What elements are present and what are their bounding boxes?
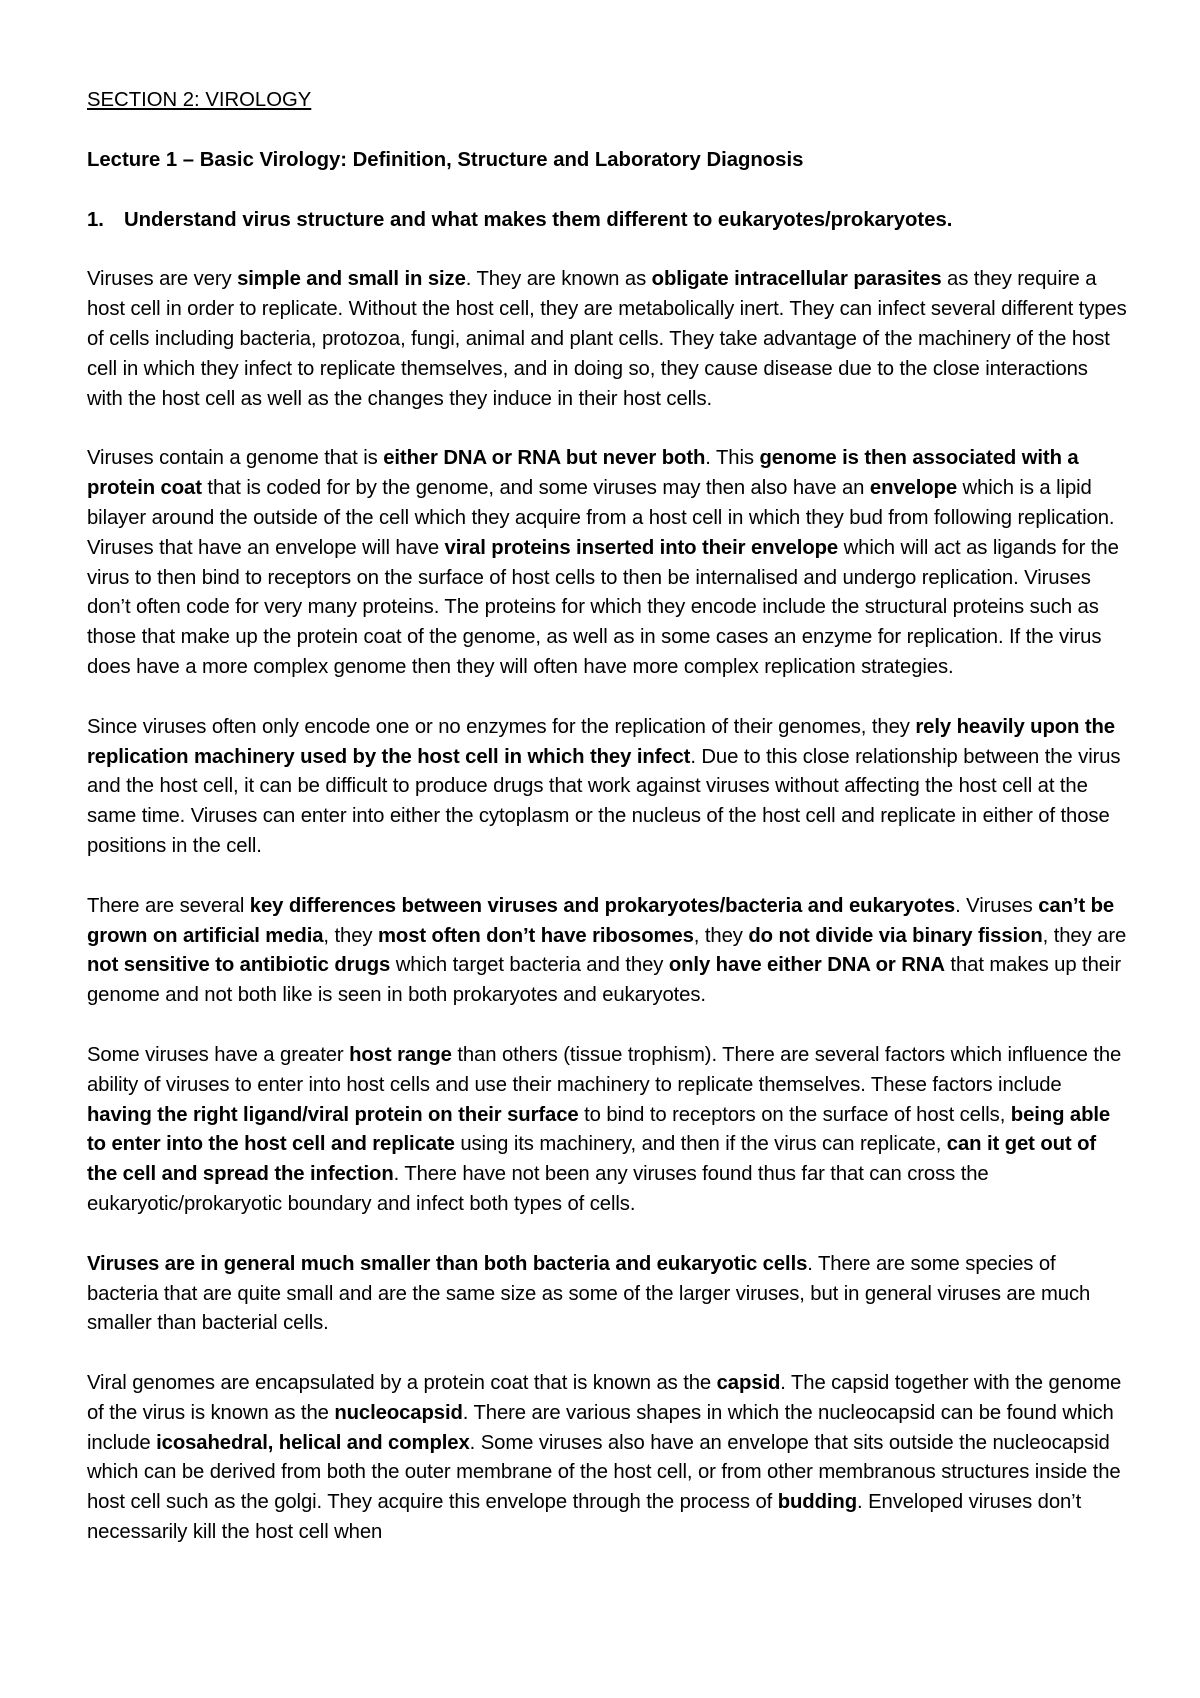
section-heading: SECTION 2: VIROLOGY [87,89,312,111]
bold-text-run: key differences between viruses and prokaryotes/bacteria and eukaryotes [249,894,956,917]
text-run: . Due to this close relationship between the virus and the host cell, it can be difficult to produce drugs that work against viruses without affecting the host cell at the same time. Viruses can enter into either the cytoplasm or the nucleus of the host cell and replicate in either of those positions in the cell. [87,745,1121,857]
lecture-heading: Lecture 1 – Basic Virology: Definition, Structure and Laboratory Diagnosis [87,148,804,171]
objective-text: Understand virus structure and what makes them different to eukaryotes/prokaryotes. [124,208,953,231]
bold-text-run: either DNA or RNA but never both [383,447,706,470]
body-paragraph [87,1250,1127,1339]
text-run: as they require a host cell in order to replicate. Without the host cell, they are metabolically inert. They can infect several different types of cells including bacteria, protozoa, fungi, animal and plant cells. They take advantage of the machinery of the host cell in which they infect to replicate themselves, and in doing so, they cause disease due to the close interactions with the host cell as well as the changes they induce in their host cells. [87,268,1127,410]
bold-text-run: simple and small in size [237,268,466,291]
text-run: which will act as ligands for the virus to then bind to receptors on the surface of host cells to then be internalised and undergo replication. Viruses don’t often code for very many proteins. The proteins for which they encode include the structural proteins such as those that make up the protein coat of the genome, as well as in some cases an enzyme for replication. If the virus does have a more complex genome then they will often have more complex replication strategies. [87,536,1119,678]
text-run: which target bacteria and they [390,954,669,977]
bold-text-run: host range [349,1043,452,1066]
text-run: . This [705,447,760,470]
bold-text-run: do not divide via binary fission [748,924,1043,947]
text-run: Viral genomes are encapsulated by a protein coat that is known as the [87,1372,717,1395]
body-paragraph [87,892,1127,1011]
bold-text-run: Viruses are in general much smaller than both bacteria and eukaryotic cells [87,1252,808,1275]
text-run: Some viruses have a greater [87,1043,350,1066]
text-run: , they are [1042,924,1127,947]
bold-text-run: only have either DNA or RNA [668,954,945,977]
bold-text-run: budding [777,1491,858,1514]
text-run: . There have not been any viruses found thus far that can cross the eukaryotic/prokaryotic boundary and infect both types of cells. [87,1163,989,1215]
text-run: , they [323,924,378,947]
bold-text-run: obligate intracellular parasites [651,268,942,291]
bold-text-run: being able to enter into the host cell and replicate [87,1103,1111,1156]
bold-text-run: capsid [716,1372,781,1395]
bold-text-run: genome is then associated with a protein coat [87,447,1079,500]
text-run: . There are various shapes in which the nucleocapsid can be found which include [87,1401,1114,1454]
text-run: . Viruses [955,894,1039,917]
bold-text-run: nucleocapsid [334,1401,463,1424]
body-paragraph [87,444,1127,682]
text-run: , they [693,924,749,947]
document-body [87,86,1127,1578]
bold-text-run: viral proteins inserted into their envelope [444,536,839,559]
bold-text-run: not sensitive to antibiotic drugs [87,954,391,977]
text-run: . They are known as [465,268,652,291]
text-run: . There are some species of bacteria that are quite small and are the same size as some of the larger viruses, but in general viruses are much smaller than bacterial cells. [87,1252,1091,1335]
paragraph-list [87,265,1127,1547]
bold-text-run: most often don’t have ribosomes [377,924,694,947]
text-run: Viruses are very [87,268,238,291]
bold-text-run: having the right ligand/viral protein on their surface [87,1103,579,1126]
text-run: than others (tissue trophism). There are several factors which influence the ability of viruses to enter into host cells and use their machinery to replicate themselves. These factors include [87,1043,1122,1096]
text-run: . Some viruses also have an envelope that sits outside the nucleocapsid which can be derived from both the outer membrane of the host cell, or from other membranous structures inside the host cell such as the golgi. They acquire this envelope through the process of [87,1431,1121,1514]
text-run: which is a lipid bilayer around the outside of the cell which they acquire from a host cell in which they bud from following replication. Viruses that have an envelope will have [87,477,1115,559]
bold-text-run: envelope [869,477,958,500]
bold-text-run: rely heavily upon the replication machinery used by the host cell in which they infect [87,715,1115,768]
text-run: There are several [87,894,250,917]
text-run: to bind to receptors on the surface of host cells, [578,1103,1011,1126]
learning-objective [87,206,1127,236]
bold-text-run: icosahedral, helical and complex [156,1431,470,1454]
text-run: that is coded for by the genome, and some viruses may then also have an [201,477,870,500]
body-paragraph [87,713,1127,862]
body-paragraph [87,1369,1127,1548]
objective-number: 1. [87,208,104,231]
text-run: using its machinery, and then if the virus can replicate, [454,1133,947,1156]
bold-text-run: can it get out of the cell and spread the infection [87,1133,1097,1186]
bold-text-run: can’t be grown on artificial media [87,894,1115,947]
text-run: . The capsid together with the genome of the virus is known as the [87,1372,1122,1424]
body-paragraph [87,265,1127,414]
text-run: . Enveloped viruses don’t necessarily kill the host cell when [87,1491,1082,1544]
text-run: Viruses contain a genome that is [87,447,384,470]
text-run: Since viruses often only encode one or no enzymes for the replication of their genomes, they [87,715,916,738]
text-run: that makes up their genome and not both like is seen in both prokaryotes and eukaryotes. [87,954,1122,1007]
body-paragraph [87,1041,1127,1220]
